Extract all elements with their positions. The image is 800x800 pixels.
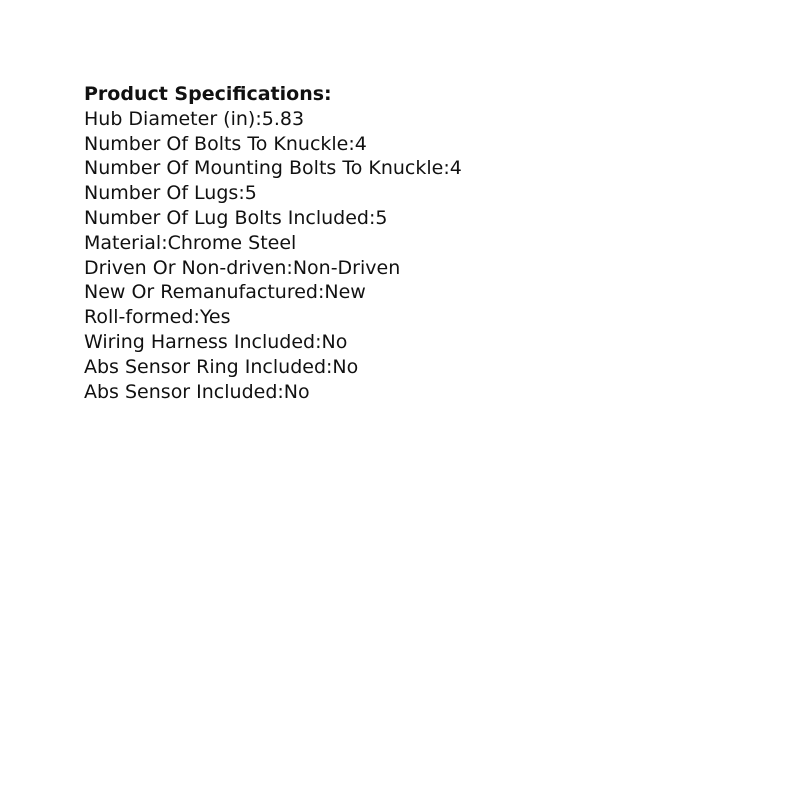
spec-label: New Or Remanufactured — [84, 281, 318, 304]
spec-row: Number Of Lug Bolts Included:5 — [84, 206, 388, 229]
spec-row: Material:Chrome Steel — [84, 231, 297, 254]
spec-value: Non-Driven — [292, 256, 401, 279]
spec-label: Abs Sensor Included — [84, 380, 278, 403]
spec-value: 4 — [449, 157, 462, 180]
spec-value: Yes — [199, 306, 231, 329]
spec-value: Chrome Steel — [167, 231, 297, 254]
spec-label: Number Of Lugs — [84, 182, 239, 205]
spec-value: 5 — [375, 206, 388, 229]
spec-value: No — [332, 355, 359, 378]
spec-label: Number Of Bolts To Knuckle — [84, 132, 349, 155]
spec-row: Number Of Mounting Bolts To Knuckle:4 — [84, 157, 462, 180]
spec-row: Roll-formed:Yes — [84, 306, 231, 329]
spec-value: No — [321, 330, 348, 353]
specifications-title: Product Specifications: — [84, 83, 332, 105]
spec-row: Abs Sensor Ring Included:No — [84, 355, 359, 378]
spec-label: Driven Or Non-driven — [84, 256, 287, 279]
spec-row: Number Of Lugs:5 — [84, 182, 257, 205]
spec-value: 5 — [244, 182, 257, 205]
spec-value: 5.83 — [261, 107, 305, 130]
spec-label: Material — [84, 231, 162, 254]
spec-row: New Or Remanufactured:New — [84, 281, 366, 304]
spec-value: New — [324, 281, 366, 304]
spec-row: Wiring Harness Included:No — [84, 330, 348, 353]
spec-label: Number Of Mounting Bolts To Knuckle — [84, 157, 444, 180]
spec-row: Hub Diameter (in):5.83 — [84, 107, 305, 130]
spec-label: Abs Sensor Ring Included — [84, 355, 327, 378]
spec-label: Number Of Lug Bolts Included — [84, 206, 369, 229]
spec-row: Number Of Bolts To Knuckle:4 — [84, 132, 367, 155]
spec-row: Abs Sensor Included:No — [84, 380, 310, 403]
spec-label: Hub Diameter (in) — [84, 107, 256, 130]
spec-label: Roll-formed — [84, 306, 194, 329]
spec-value: 4 — [354, 132, 367, 155]
spec-value: No — [283, 380, 310, 403]
spec-label: Wiring Harness Included — [84, 330, 316, 353]
spec-row: Driven Or Non-driven:Non-Driven — [84, 256, 401, 279]
product-specifications — [84, 82, 462, 404]
spec-list — [84, 107, 462, 405]
